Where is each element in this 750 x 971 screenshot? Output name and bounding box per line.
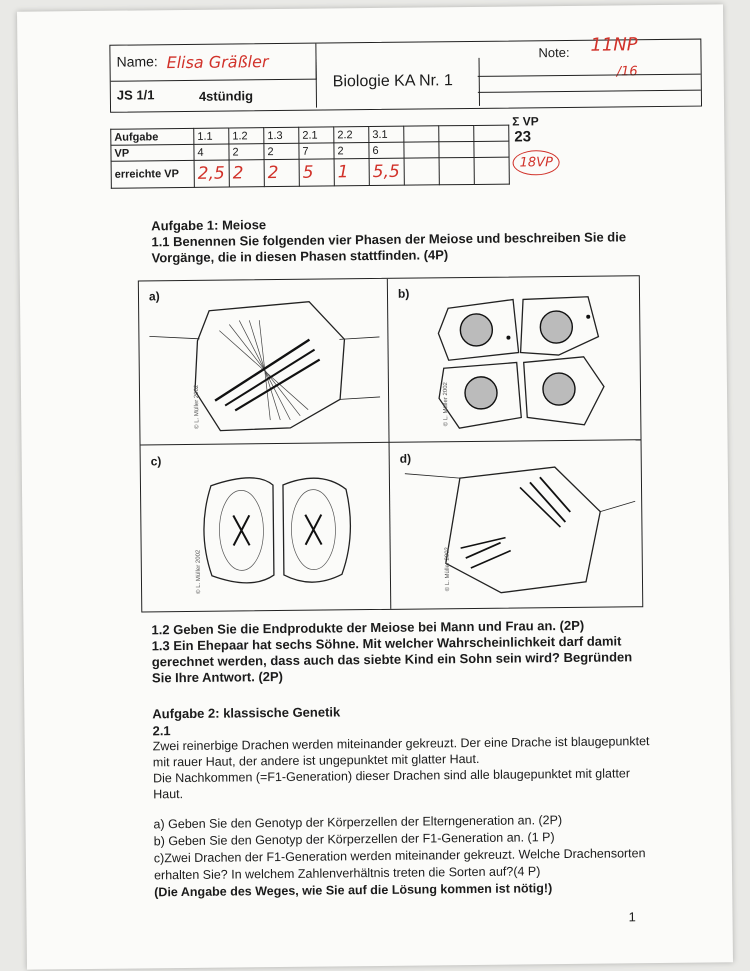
task2-intro [153, 733, 654, 802]
task-cell: 2.1 [299, 127, 334, 143]
question-2b: b) Geben Sie den Genotyp der Körperzellen der F1-Generation an. (1 P) [153, 830, 555, 849]
task1-heading: Aufgabe 1: Meiose [151, 217, 267, 234]
image-credit: © L. Müller 2002 [444, 547, 452, 592]
task2-number: 2.1 [152, 723, 171, 739]
vp-cell: 2 [229, 144, 264, 160]
panel-label: b) [397, 286, 410, 301]
sum-handwritten: 18VP [512, 150, 560, 175]
achieved-cell: 2 [264, 159, 299, 186]
row-label: erreichte VP [111, 160, 194, 188]
header-divider [478, 74, 701, 77]
achieved-cell: 5 [299, 159, 334, 186]
panel-label: d) [399, 451, 412, 466]
empty-cell [404, 158, 439, 185]
row-label: VP [111, 144, 194, 161]
sum-label: Σ VP [512, 114, 539, 129]
achieved-cell: 5,5 [369, 158, 404, 185]
task2-heading: Aufgabe 2: klassische Genetik [152, 704, 341, 722]
meiosis-figure [138, 275, 643, 612]
panel-b [388, 276, 637, 441]
task2-note: (Die Angabe des Weges, wie Sie auf die Lösung kommen ist nötig!) [154, 881, 553, 900]
vp-cell: 4 [194, 144, 229, 160]
telophase2-drawing [388, 276, 637, 441]
question-1-2: 1.2 Geben Sie die Endprodukte der Meiose bei Mann und Frau an. (2P) [151, 617, 585, 638]
empty-cell [404, 126, 439, 142]
metaphase-drawing [139, 279, 388, 444]
metaphase2-drawing [390, 441, 639, 606]
image-credit: © L. Müller 2002 [195, 549, 203, 594]
page-number: 1 [628, 909, 636, 925]
vp-cell: 6 [369, 142, 404, 158]
achieved-cell: 1 [334, 159, 369, 186]
empty-cell [474, 125, 509, 141]
achieved-cell: 2 [229, 160, 264, 187]
vp-cell: 2 [334, 143, 369, 159]
sum-box [512, 114, 589, 187]
task-cell: 1.3 [264, 127, 299, 143]
question-2a: a) Geben Sie den Genotyp der Körperzellen der Elterngeneration an. (2P) [153, 813, 563, 832]
vp-cell: 7 [299, 143, 334, 159]
grade-sub: /16 [616, 64, 638, 80]
course-label: JS 1/1 [116, 87, 155, 103]
empty-cell [439, 157, 474, 184]
achieved-row [111, 157, 509, 188]
hours-label: 4stündig [198, 88, 254, 104]
exam-sheet [17, 4, 733, 969]
sum-value: 23 [514, 128, 532, 146]
grade-value: 11NP [590, 34, 638, 56]
exam-title: Biologie KA Nr. 1 [332, 72, 453, 91]
name-label: Name: [116, 53, 158, 70]
panel-d [390, 441, 639, 606]
anaphase2-drawing [141, 444, 390, 609]
task-cell: 1.2 [229, 128, 264, 144]
title-cell [316, 58, 480, 108]
task2-intro-1: Zwei reinerbige Drachen werden miteinander gekreuzt. Der eine Drache ist blaugepunktet mit rauer Haut, der andere ist ungepunktet mit glatter Haut. [152, 734, 650, 770]
task1-followups [151, 617, 652, 686]
name-cell [110, 44, 316, 82]
panel-a [139, 279, 388, 444]
panel-label: a) [148, 289, 160, 304]
question-2c: c)Zwei Drachen der F1-Generation werden miteinander gekreuzt. Welche Drachensorten erhalten Sie? In welchem Zahlenverhältnis treten die Sorten auf?(4 P) [153, 846, 646, 883]
row-label: Aufgabe [111, 128, 194, 145]
header-box [109, 34, 702, 113]
task-cell: 2.2 [334, 127, 369, 143]
empty-cell [439, 141, 474, 157]
image-credit: © L. Müller 2002 [193, 384, 201, 429]
achieved-cell: 2,5 [194, 160, 229, 187]
task2-questions [153, 811, 654, 901]
panel-label: c) [150, 454, 162, 469]
empty-cell [404, 142, 439, 158]
student-name: Elisa Gräßler [166, 52, 269, 73]
empty-cell [474, 157, 509, 184]
header-divider [478, 90, 701, 93]
panel-c [141, 444, 390, 609]
points-table [110, 125, 510, 189]
vp-cell: 2 [264, 143, 299, 159]
task-cell: 3.1 [369, 126, 404, 142]
task2-intro-2: Die Nachkommen (=F1-Generation) dieser Drachen sind alle blaugepunktet mit glatter Haut. [152, 766, 631, 802]
empty-cell [439, 125, 474, 141]
task-cell: 1.1 [194, 128, 229, 144]
question-1-3: 1.3 Ein Ehepaar hat sechs Söhne. Mit welcher Wahrscheinlichkeit darf damit gerechnet werden, dass auch das siebte Kind ein Sohn sein wird? Begründen Sie Ihre Antwort. (2P) [151, 633, 633, 686]
grade-label: Note: [538, 44, 570, 61]
image-credit: © L. Müller 2002 [442, 382, 450, 427]
empty-cell [474, 141, 509, 157]
task1-question: 1.1 Benennen Sie folgenden vier Phasen der Meiose und beschreiben Sie die Vorgänge, die in diesen Phasen stattfinden. (4P) [151, 229, 627, 266]
